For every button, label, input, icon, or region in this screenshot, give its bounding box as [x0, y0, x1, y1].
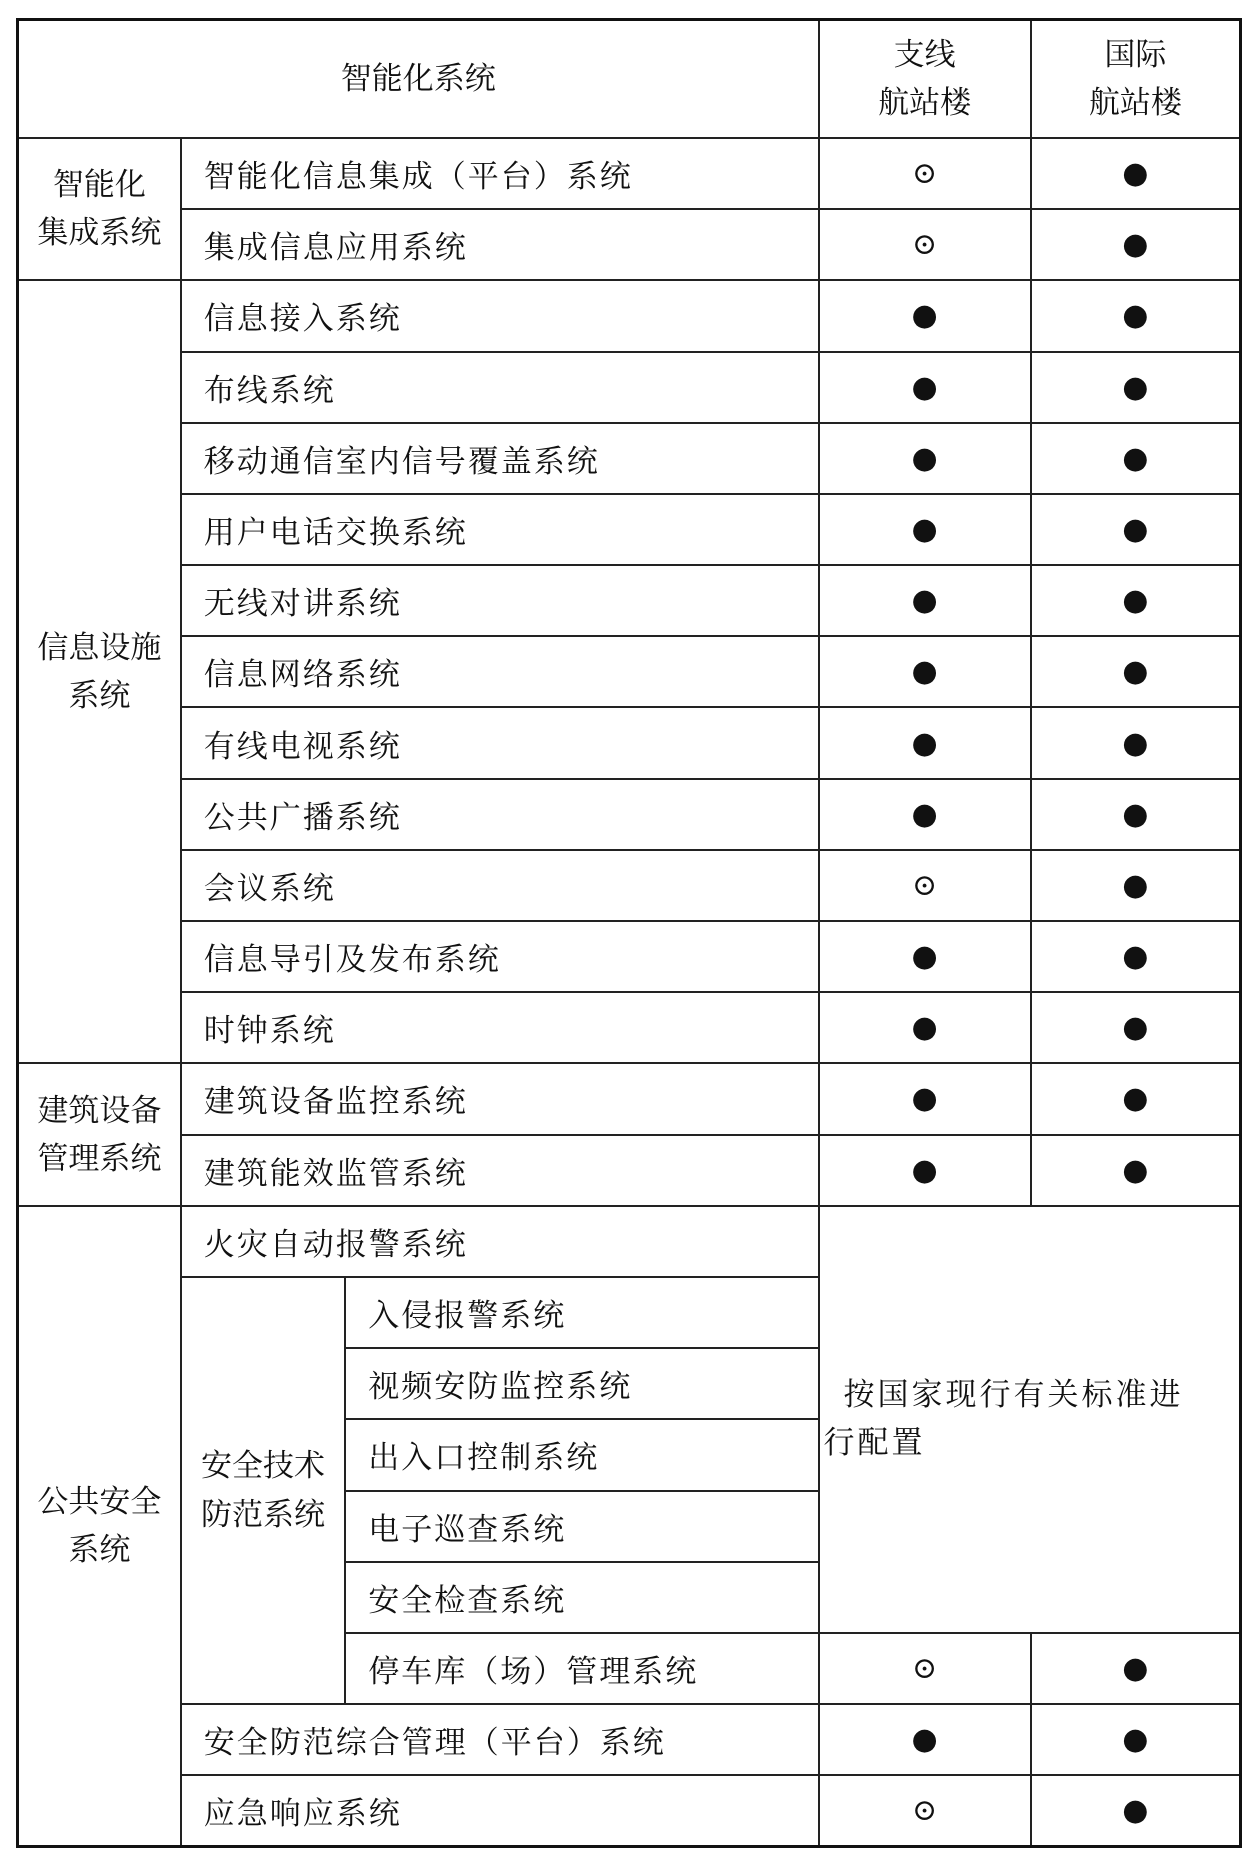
category-cell — [18, 1206, 181, 1847]
category-cell-line2: 系统 — [68, 677, 131, 714]
branch-terminal-mark: ● — [819, 423, 1031, 494]
category-cell-line2: 集成系统 — [37, 215, 162, 252]
intl-terminal-mark: ● — [1031, 280, 1241, 351]
branch-terminal-mark: ● — [819, 1135, 1031, 1206]
table-row — [18, 494, 1241, 565]
header-branch-terminal — [819, 20, 1031, 138]
category-cell-line1: 信息设施 — [37, 629, 162, 666]
table-row — [18, 850, 1241, 921]
intl-terminal-mark: ● — [1031, 636, 1241, 707]
sub-category-cell — [181, 1277, 345, 1704]
table-row — [18, 1063, 1241, 1134]
intl-terminal-mark: ● — [1031, 850, 1241, 921]
system-name: 入侵报警系统 — [345, 1277, 818, 1348]
system-name: 视频安防监控系统 — [345, 1348, 818, 1419]
system-name: 布线系统 — [181, 352, 819, 423]
system-name: 会议系统 — [181, 850, 819, 921]
intl-terminal-mark: ● — [1031, 921, 1241, 992]
category-cell — [18, 138, 181, 280]
branch-terminal-mark: ⊙ — [819, 209, 1031, 280]
system-name: 信息接入系统 — [181, 280, 819, 351]
system-name: 应急响应系统 — [181, 1775, 819, 1846]
system-name: 信息网络系统 — [181, 636, 819, 707]
intl-terminal-mark: ● — [1031, 138, 1241, 209]
system-name: 建筑设备监控系统 — [181, 1063, 819, 1134]
table-row — [18, 565, 1241, 636]
sub-category-cell-line2: 防范系统 — [201, 1496, 326, 1533]
intl-terminal-mark: ● — [1031, 1704, 1241, 1775]
intelligent-systems-table — [16, 18, 1242, 1848]
intl-terminal-mark: ● — [1031, 423, 1241, 494]
system-name: 无线对讲系统 — [181, 565, 819, 636]
table-row — [18, 1775, 1241, 1846]
system-name: 集成信息应用系统 — [181, 209, 819, 280]
intl-terminal-mark: ● — [1031, 565, 1241, 636]
intl-terminal-mark: ● — [1031, 1063, 1241, 1134]
header-branch-line1: 支线 — [893, 36, 956, 73]
category-cell-line1: 智能化 — [52, 167, 146, 204]
branch-terminal-mark: ⊙ — [819, 138, 1031, 209]
branch-terminal-mark: ● — [819, 565, 1031, 636]
table-row — [18, 352, 1241, 423]
intl-terminal-mark: ● — [1031, 1633, 1241, 1704]
intl-terminal-mark: ● — [1031, 1775, 1241, 1846]
table-row — [18, 992, 1241, 1063]
branch-terminal-mark: ● — [819, 921, 1031, 992]
branch-terminal-mark: ● — [819, 1704, 1031, 1775]
branch-terminal-mark: ● — [819, 280, 1031, 351]
category-cell — [18, 1063, 181, 1205]
branch-terminal-mark: ⊙ — [819, 850, 1031, 921]
intl-terminal-mark: ● — [1031, 352, 1241, 423]
intl-terminal-mark: ● — [1031, 209, 1241, 280]
intl-terminal-mark: ● — [1031, 1135, 1241, 1206]
intl-terminal-mark: ● — [1031, 779, 1241, 850]
system-name: 火灾自动报警系统 — [181, 1206, 819, 1277]
system-name: 电子巡查系统 — [345, 1491, 818, 1562]
system-name: 移动通信室内信号覆盖系统 — [181, 423, 819, 494]
table-row — [18, 707, 1241, 778]
header-intl-terminal — [1031, 20, 1241, 138]
system-name: 安全防范综合管理（平台）系统 — [181, 1704, 819, 1775]
branch-terminal-mark: ● — [819, 494, 1031, 565]
system-name: 出入口控制系统 — [345, 1419, 818, 1490]
header-row — [18, 20, 1241, 138]
system-name: 智能化信息集成（平台）系统 — [181, 138, 819, 209]
branch-terminal-mark: ● — [819, 352, 1031, 423]
table-row — [18, 423, 1241, 494]
system-name: 时钟系统 — [181, 992, 819, 1063]
branch-terminal-mark: ● — [819, 992, 1031, 1063]
standard-config-note — [819, 1206, 1241, 1633]
intl-terminal-mark: ● — [1031, 494, 1241, 565]
branch-terminal-mark: ⊙ — [819, 1633, 1031, 1704]
intl-terminal-mark: ● — [1031, 992, 1241, 1063]
branch-terminal-mark: ● — [819, 1063, 1031, 1134]
system-name: 建筑能效监管系统 — [181, 1135, 819, 1206]
branch-terminal-mark: ● — [819, 707, 1031, 778]
category-cell-line1: 建筑设备 — [37, 1092, 162, 1129]
table-row — [18, 1704, 1241, 1775]
header-intl-line2: 航站楼 — [1088, 84, 1182, 121]
branch-terminal-mark: ● — [819, 636, 1031, 707]
header-intl-line1: 国际 — [1104, 36, 1167, 73]
branch-terminal-mark: ● — [819, 779, 1031, 850]
header-branch-line2: 航站楼 — [878, 84, 972, 121]
table-row — [18, 779, 1241, 850]
system-name: 安全检查系统 — [345, 1562, 818, 1633]
sub-category-cell-line1: 安全技术 — [201, 1448, 326, 1485]
intl-terminal-mark: ● — [1031, 707, 1241, 778]
system-name: 信息导引及发布系统 — [181, 921, 819, 992]
table-row — [18, 921, 1241, 992]
note-line1: 按国家现行有关标准进 — [843, 1377, 1184, 1414]
category-cell-line1: 公共安全 — [37, 1483, 162, 1520]
system-name: 有线电视系统 — [181, 707, 819, 778]
note-line2: 行配置 — [823, 1425, 926, 1462]
table-row — [18, 209, 1241, 280]
table-row — [18, 138, 1241, 209]
table-row — [18, 280, 1241, 351]
header-system: 智能化系统 — [18, 20, 819, 138]
table-row — [18, 636, 1241, 707]
category-cell-line2: 管理系统 — [37, 1140, 162, 1177]
category-cell-line2: 系统 — [68, 1531, 131, 1568]
branch-terminal-mark: ⊙ — [819, 1775, 1031, 1846]
table-row — [18, 1135, 1241, 1206]
table-row — [18, 1206, 1241, 1277]
category-cell — [18, 280, 181, 1063]
system-name: 公共广播系统 — [181, 779, 819, 850]
system-name: 用户电话交换系统 — [181, 494, 819, 565]
system-name: 停车库（场）管理系统 — [345, 1633, 818, 1704]
